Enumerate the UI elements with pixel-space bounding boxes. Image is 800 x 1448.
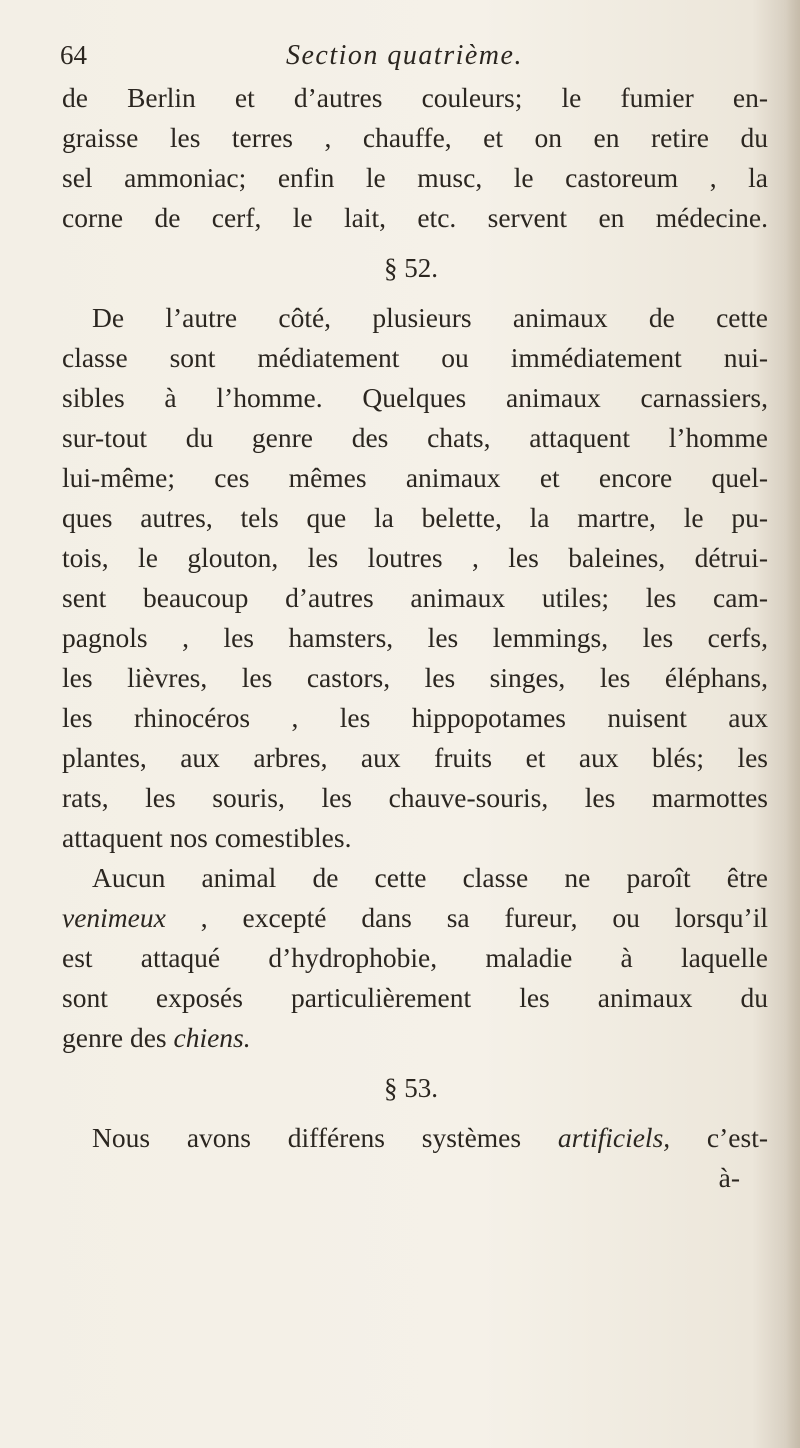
text-line xyxy=(62,898,768,938)
text-line: graisse les terres , chauffe, et on en retire du xyxy=(62,122,768,153)
text-line: sur-tout du genre des chats, attaquent l’homme xyxy=(62,422,768,453)
text-line: plantes, aux arbres, aux fruits et aux blés; les xyxy=(62,742,768,773)
text-line: sent beaucoup d’autres animaux utiles; les cam- xyxy=(62,582,768,613)
text-line: De l’autre côté, plusieurs animaux de cette xyxy=(92,302,768,333)
section-heading-52: § 52. xyxy=(384,253,438,283)
text-line: lui-même; ces mêmes animaux et encore quel- xyxy=(62,462,768,493)
text-line: ques autres, tels que la belette, la martre, le pu- xyxy=(62,502,768,533)
text-line: sel ammoniac; enfin le musc, le castoreum , la xyxy=(62,162,768,193)
text-segment: genre des xyxy=(62,1022,174,1053)
text-line: les lièvres, les castors, les singes, les éléphans, xyxy=(62,662,768,693)
page-header xyxy=(60,40,760,80)
running-title: Section quatrième. xyxy=(286,40,523,71)
emphasis-venimeux: venimeux xyxy=(62,902,166,933)
text-segment: Nous avons différens systèmes xyxy=(92,1122,558,1153)
text-line: de Berlin et d’autres couleurs; le fumier en- xyxy=(62,82,768,113)
emphasis-artificiels: artificiels, xyxy=(557,1122,671,1153)
text-line xyxy=(62,1118,768,1158)
emphasis-chiens: chiens. xyxy=(173,1022,251,1053)
text-segment: , excepté dans sa fureur, ou lorsqu’il xyxy=(165,902,768,933)
section-heading-53: § 53. xyxy=(384,1073,438,1103)
text-line: rats, les souris, les chauve-souris, les marmottes xyxy=(62,782,768,813)
text-line: corne de cerf, le lait, etc. servent en médecine. xyxy=(62,202,768,233)
page-edge-shadow xyxy=(786,0,800,1448)
text-line: sont exposés particulièrement les animaux du xyxy=(62,982,768,1013)
text-line: les rhinocéros , les hippopotames nuisent aux xyxy=(62,702,768,733)
text-line: sibles à l’homme. Quelques animaux carnassiers, xyxy=(62,382,768,413)
text-line: tois, le glouton, les loutres , les baleines, détrui- xyxy=(62,542,768,573)
text-segment: c’est- xyxy=(670,1122,768,1153)
text-line: est attaqué d’hydrophobie, maladie à laquelle xyxy=(62,942,768,973)
page-number: 64 xyxy=(60,40,87,70)
body-text xyxy=(62,78,768,1198)
text-line: classe sont médiatement ou immédiatement nui- xyxy=(62,342,768,373)
text-line: pagnols , les hamsters, les lemmings, les cerfs, xyxy=(62,622,768,653)
catchword: à- xyxy=(718,1162,740,1193)
text-line: Aucun animal de cette classe ne paroît être xyxy=(92,862,768,893)
text-line xyxy=(62,1018,768,1058)
text-line: attaquent nos comestibles. xyxy=(62,822,352,853)
